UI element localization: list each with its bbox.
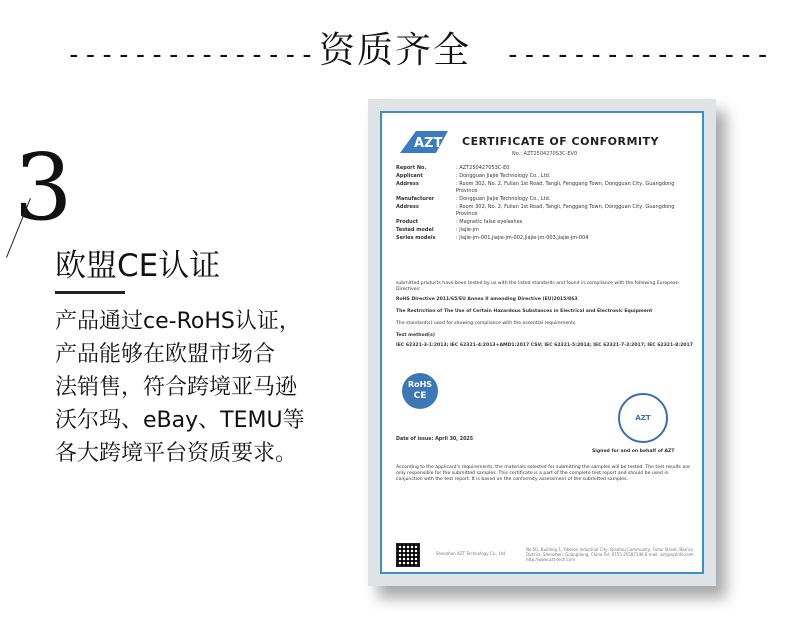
- footer-address: No.5G, Building 1, Yiberon Industrial City, Qiaotou Community, Fuhai Street, Bao'an District, Shenzhen, Guangdong, China Tel: 0755-25587146 E-mail: azt@aztinfo.com http://www.azt-tech.com: [526, 547, 694, 562]
- certificate-number: No.: AZT2504270S3C-EV0: [512, 151, 578, 157]
- description-line: 沃尔玛、eBay、TEMU等: [55, 408, 305, 433]
- date-of-issue: Date of issue: April 30, 2025: [396, 437, 474, 442]
- field-row: [396, 173, 696, 180]
- header-dash-left: ---------------: [66, 40, 316, 70]
- certificate-fields: [396, 165, 696, 243]
- footer-company: Shenzhen AZT Technology Co., Ltd.: [436, 551, 507, 556]
- disclaimer-text: According to the applicant's requirements, the materials selected for submitting the samples will be tested. The test results are only responsible for the submitted samples. This certificate is a part of the complete test report and should be used in conjunction with the test report. It is based on the conformity assessment of the submitted samples.: [396, 465, 690, 482]
- field-row: [396, 165, 696, 172]
- ce-certificate-image: [368, 99, 716, 586]
- field-key: Address: [396, 204, 419, 210]
- signature-label: Signed for and on behalf of AZT: [592, 449, 675, 454]
- azt-logo-icon: [398, 127, 452, 155]
- description-line: 产品通过ce-RoHS认证，: [55, 309, 301, 334]
- field-row: [396, 227, 696, 234]
- field-key: Product: [396, 219, 419, 225]
- field-row: [396, 219, 696, 226]
- section-number: 3: [14, 134, 73, 241]
- field-key: Address: [396, 181, 419, 187]
- ce-label: CE: [413, 391, 427, 401]
- section-header: [0, 18, 790, 78]
- field-row: [396, 181, 696, 195]
- field-value: : Dongguan Jiajie Technology Co., Ltd.: [456, 196, 551, 202]
- field-value: : Room 302, No. 2, Fulian 1st Road, Tangli, Fenggang Town, Dongguan City, Guangdong Province: [456, 204, 675, 217]
- test-methods: IEC 62321-3-1:2013; IEC 62321-4:2013+AMD1:2017 CSV; IEC 62321-5:2014; IEC 62321-7-2:2017; IEC 62321-8:2017: [396, 343, 693, 348]
- qr-code-icon: [396, 543, 420, 567]
- field-value: : Dongguan Jiajie Technology Co., Ltd.: [456, 173, 551, 179]
- section-description: [55, 305, 325, 470]
- subtitle-underline: [55, 291, 125, 294]
- field-key: Series models: [396, 235, 436, 241]
- field-value: : jiajie-jm-001,jiajie-jm-002,jiajie-jm-003,jiajie-jm-004: [456, 235, 589, 241]
- description-line: 法销售，符合跨境亚马逊: [55, 375, 298, 400]
- standards-intro: The standard(s) used for showing compliance with the essential requirements: [396, 321, 576, 326]
- field-row: [396, 204, 696, 218]
- field-value: : AZT250427053C-E0: [456, 165, 510, 171]
- field-row: [396, 235, 696, 242]
- field-key: Applicant: [396, 173, 423, 179]
- field-value: : Room 302, No. 2, Fulian 1st Road, Tangli, Fenggang Town, Dongguan City, Guangdong Province: [456, 181, 675, 194]
- certificate-body: [380, 111, 704, 574]
- compliance-statement: submitted products have been tested by us with the listed standards and found in compliance with the following European Directives:: [396, 281, 679, 292]
- certificate-footer: [396, 543, 696, 569]
- field-value: : Magnetic false eyelashes: [456, 219, 523, 225]
- logo-text: AZT: [414, 136, 443, 151]
- header-dash-right: ----------------: [505, 40, 772, 70]
- directive-text: RoHS Directive 2011/65/EU Annex II amending Directive (EU)2015/863: [396, 297, 578, 302]
- page-title: 资质齐全: [318, 30, 471, 71]
- section-subtitle: 欧盟CE认证: [55, 248, 221, 284]
- field-key: Report No.: [396, 165, 427, 171]
- official-seal-icon: AZT: [618, 393, 668, 443]
- field-key: Tested model: [396, 227, 434, 233]
- field-value: : jiajie-jm: [456, 227, 480, 233]
- test-methods-label: Test method(s): [396, 333, 435, 338]
- field-key: Manufacturer: [396, 196, 435, 202]
- rohs-label: RoHS: [407, 380, 433, 389]
- field-row: [396, 196, 696, 203]
- restriction-text: The Restriction of The Use of Certain Hazardous Substances in Electrical and Electronic Equipment: [396, 309, 653, 314]
- certificate-title: CERTIFICATE OF CONFORMITY: [462, 135, 660, 148]
- rohs-ce-badge-icon: [402, 373, 438, 409]
- description-line: 产品能够在欧盟市场合: [55, 342, 276, 367]
- description-line: 各大跨境平台资质要求。: [55, 441, 298, 466]
